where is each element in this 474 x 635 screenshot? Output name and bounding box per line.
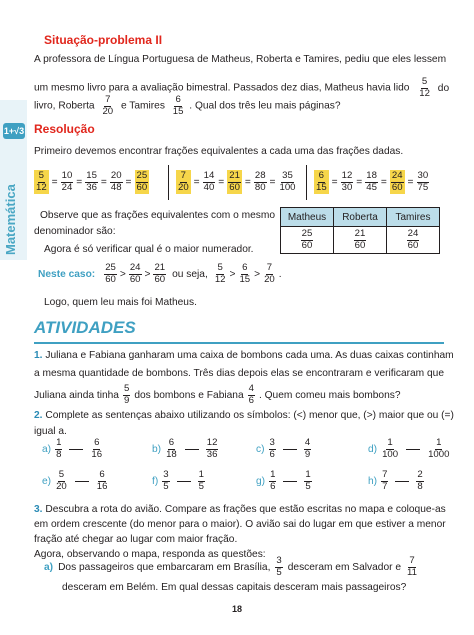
- fraction: $\frac{30}{75}$: [417, 169, 429, 193]
- observe-line-1: Observe que as frações equivalentes com o mesmo: [40, 210, 275, 221]
- intro-text: Primeiro devemos encontrar frações equivalentes a cada uma das frações dadas.: [34, 146, 404, 157]
- q2-item: a) $\frac{1}{8}$ $\frac{6}{16}$: [42, 437, 103, 460]
- answer-blank[interactable]: [69, 449, 83, 450]
- fraction: $\frac{25}{60}$: [136, 169, 148, 193]
- fraction: $\frac{6}{15}$: [316, 169, 327, 193]
- fraction: $\frac{2}{8}$: [417, 469, 423, 492]
- fraction: $\frac{1}{5}$: [198, 469, 204, 492]
- q3a-line-2: desceram em Belém. Em qual dessas capitais desceram mais passageiros?: [62, 582, 407, 593]
- fraction: $\frac{6}{15}$: [239, 262, 251, 285]
- fraction: $\frac{12}{36}$: [206, 437, 218, 460]
- answer-blank[interactable]: [185, 449, 199, 450]
- fraction: $\frac{6}{16}$: [96, 469, 108, 492]
- table-header: Roberta: [334, 208, 387, 227]
- q1-line-3: Juliana ainda tinha $\frac{5}{9}$ dos bombons e Fabiana $\frac{4}{6}$ . Quem comeu mais bombons?: [34, 383, 401, 406]
- fraction: $\frac{10}{24}$: [61, 169, 73, 193]
- fraction: $\frac{3}{6}$: [269, 437, 275, 460]
- table-header: Matheus: [281, 208, 334, 227]
- fraction: $\frac{6}{15}$: [172, 94, 184, 117]
- q2-item: f) $\frac{3}{5}$ $\frac{1}{5}$: [152, 469, 204, 492]
- fraction: $\frac{1}{1000}$: [428, 437, 450, 460]
- q1-line-2: a mesma quantidade de bombons. Três dias depois elas se encontraram e verificaram que: [34, 368, 444, 379]
- fraction: $\frac{18}{45}$: [366, 169, 377, 193]
- fraction: $\frac{21}{60}$: [229, 169, 240, 193]
- fraction: $\frac{24}{60}$: [391, 169, 403, 193]
- answer-blank[interactable]: [75, 481, 89, 482]
- conclusion-text: Logo, quem leu mais foi Matheus.: [44, 297, 197, 308]
- q3-line-1: 3. Descubra a rota do avião. Compare as frações que estão escritas no mapa e coloque-as: [34, 504, 446, 515]
- comparison-table: [280, 207, 440, 254]
- section-title: Situação-problema II: [44, 33, 163, 47]
- q1-line-1: 1. Juliana e Fabiana ganharam uma caixa de bombons cada uma. As duas caixas continham: [34, 350, 454, 361]
- math-logo-icon: 1+√3: [3, 123, 25, 139]
- fraction: $\frac{3}{5}$: [163, 469, 169, 492]
- fraction: $\frac{21}{60}$: [154, 262, 166, 285]
- agora-text: Agora é só verificar qual é o maior numerador.: [44, 244, 254, 255]
- fraction: $\frac{7}{11}$: [407, 555, 417, 578]
- fraction: $\frac{24}{60}$: [129, 262, 141, 285]
- fraction: $\frac{35}{100}$: [279, 169, 296, 193]
- fraction: $\frac{5}{20}$: [56, 469, 67, 492]
- q3-line-4: Agora, observando o mapa, responda as questões:: [34, 549, 266, 560]
- fraction: $\frac{4}{6}$: [248, 383, 254, 406]
- fraction: $\frac{3}{5}$: [276, 555, 282, 578]
- q2-item: e) $\frac{5}{20}$ $\frac{6}{16}$: [42, 469, 108, 492]
- fraction: $\frac{4}{9}$: [304, 437, 311, 460]
- fraction: $\frac{5}{12}$: [36, 169, 47, 193]
- observe-line-2: denominador são:: [34, 226, 116, 237]
- fraction: $\frac{20}{48}$: [110, 169, 122, 193]
- fraction: $\frac{6}{16}$: [91, 437, 103, 460]
- equiv-group-3: $\frac{6}{15}$ = $\frac{12}{30}$ = $\frac{18}{45}$ = $\frac{24}{60}$ = $\frac{30}{75}$: [316, 169, 429, 193]
- fraction: $\frac{12}{30}$: [341, 169, 353, 193]
- fraction: $\frac{7}{20}$: [102, 94, 114, 117]
- fraction: $\frac{24}{60}$: [407, 228, 419, 251]
- subject-label: [3, 235, 18, 255]
- problem-line-1: A professora de Língua Portuguesa de Matheus, Roberta e Tamires, pediu que eles lessem: [34, 54, 447, 65]
- fraction: $\frac{5}{12}$: [214, 262, 226, 285]
- q3a-line-1: a) Dos passageiros que embarcaram em Brasília, $\frac{3}{5}$ desceram em Salvador e $\frac{7}{11}$: [44, 555, 417, 578]
- neste-caso-line: Neste caso: $\frac{25}{60}$ > $\frac{24}{60}$ > $\frac{21}{60}$ ou seja, $\frac{5}{12}$ > $\frac{6}{15}$ > $\frac{7}{20}$ .: [38, 262, 282, 285]
- q2-line-2: igual a.: [34, 426, 67, 437]
- fraction: $\frac{28}{80}$: [254, 169, 266, 193]
- answer-blank[interactable]: [395, 481, 409, 482]
- fraction: $\frac{1}{5}$: [305, 469, 311, 492]
- q2-line-1: 2. Complete as sentenças abaixo utilizando os símbolos: (<) menor que, (>) maior que ou (=): [34, 410, 454, 421]
- atividades-heading: ATIVIDADES: [34, 318, 136, 337]
- q2-item: g) $\frac{1}{6}$ $\frac{1}{5}$: [256, 469, 311, 492]
- table-header: Tamires: [387, 208, 440, 227]
- fraction: $\frac{25}{60}$: [105, 262, 116, 285]
- atividades-underline: [34, 342, 444, 344]
- divider: [306, 165, 307, 200]
- problem-line-2: um mesmo livro para a avaliação bimestral. Passados dez dias, Matheus havia lido $\frac{5}{12}$ do: [34, 76, 450, 99]
- equiv-group-2: $\frac{7}{20}$ = $\frac{14}{40}$ = $\frac{21}{60}$ = $\frac{28}{80}$ = $\frac{35}{100}$: [178, 169, 296, 193]
- q2-item: d) $\frac{1}{100}$ $\frac{1}{1000}$: [368, 437, 450, 460]
- fraction: $\frac{1}{6}$: [270, 469, 276, 492]
- fraction: $\frac{7}{20}$: [264, 262, 275, 285]
- divider: [168, 165, 169, 200]
- q2-item: h) $\frac{7}{7}$ $\frac{2}{8}$: [368, 469, 423, 492]
- q2-item: b) $\frac{6}{18}$ $\frac{12}{36}$: [152, 437, 218, 460]
- answer-blank[interactable]: [283, 481, 297, 482]
- fraction: $\frac{5}{12}$: [419, 76, 430, 99]
- fraction: $\frac{15}{36}$: [86, 169, 97, 193]
- fraction: $\frac{25}{60}$: [301, 228, 313, 251]
- answer-blank[interactable]: [406, 449, 420, 450]
- fraction: $\frac{5}{9}$: [123, 383, 130, 406]
- equiv-group-1: $\frac{5}{12}$ = $\frac{10}{24}$ = $\frac{15}{36}$ = $\frac{20}{48}$ = $\frac{25}{60}$: [36, 169, 148, 193]
- fraction: $\frac{1}{8}$: [56, 437, 62, 460]
- q2-item: c) $\frac{3}{6}$ $\frac{4}{9}$: [256, 437, 311, 460]
- q3-line-2: em ordem crescente (do menor para o maior). O avião sai do lugar em que estiver a menor: [34, 519, 446, 530]
- fraction: $\frac{7}{7}$: [382, 469, 388, 492]
- sidebar: [0, 0, 27, 635]
- fraction: $\frac{6}{18}$: [166, 437, 177, 460]
- q3-line-3: fração até chegar ao lugar com maior fração.: [34, 534, 238, 545]
- fraction: $\frac{7}{20}$: [178, 169, 189, 193]
- problem-line-3: livro, Roberta $\frac{7}{20}$ e Tamires $\frac{6}{15}$ . Qual dos três leu mais páginas?: [34, 94, 341, 117]
- answer-blank[interactable]: [177, 481, 191, 482]
- answer-blank[interactable]: [283, 449, 297, 450]
- fraction: $\frac{14}{40}$: [203, 169, 215, 193]
- fraction: $\frac{21}{60}$: [354, 228, 366, 251]
- fraction: $\frac{1}{100}$: [382, 437, 399, 460]
- resolucao-heading: Resolução: [34, 122, 95, 136]
- page-number: 18: [231, 604, 242, 614]
